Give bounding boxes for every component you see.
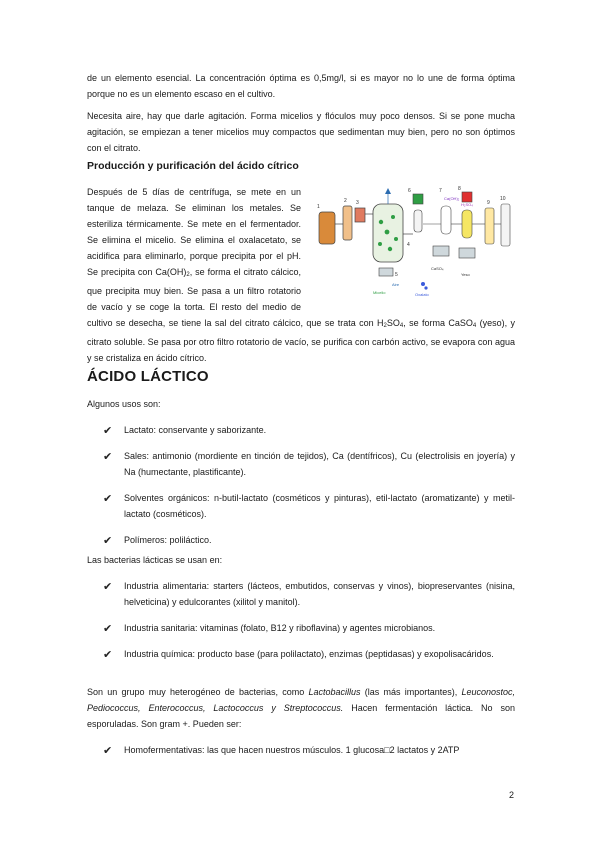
list-item: ✔ Homofermentativas: las que hacen nuestros músculos. 1 glucosa□2 lactatos y 2ATP [103,745,460,757]
bacteria-uses-list [103,578,515,662]
citric-text-2: , se forma el citrato cálcico, que precipita muy bien. Se pasa a un filtro rotatorio de vacío y se coge la torta. El resto del medio de cultivo se desecha, se tiene la sal del citrato cálcico, que se trata con H [87,267,384,328]
label-3: 3 [356,200,359,206]
list-item: ✔ Solventes orgánicos: n-butil-lactato (cosméticos y pinturas), etil-lactato (aromatizante) y metil-lactato (cosméticos). [103,493,515,519]
citric-heading: Producción y purificación del ácido cítrico [87,160,299,172]
citric-sub-2: 2 [383,323,387,329]
label-h2so4: H₂SO₄ [461,202,473,207]
check-icon: ✔ [103,745,113,757]
uses-list [103,422,515,548]
label-4: 4 [407,242,410,248]
molasses-tank [319,212,335,244]
check-icon: ✔ [103,493,113,505]
label-10: 10 [500,196,506,202]
list-item: ✔ Industria química: producto base (para polilactato), enzimas (peptidasas) y exopolisacáridos. [103,649,494,661]
label-2: 2 [344,198,347,204]
citric-sub-3: 4 [399,323,404,329]
citric-sub-1: 2 [186,272,190,278]
genus-lactobacillus: Lactobacillus [308,687,361,697]
list-item: ✔ Sales: antimonio (mordiente en tinción de tejidos), Ca (dentífricos), Cu (electrolisis en joyería) y Na (humectante, plastificante). [103,451,515,477]
uses-intro: Algunos usos son: [87,399,161,409]
label-5: 5 [395,272,398,278]
reagent-vessel-6 [413,194,423,204]
label-1: 1 [317,204,320,210]
label-oxalato: Oxalato [415,292,429,297]
label-caso4: CaSO₄ [431,266,444,271]
label-6: 6 [408,188,411,194]
carbon-column [485,208,494,244]
list-item: ✔ Polímeros: poliláctico. [103,535,212,547]
citric-paragraph [87,184,515,366]
check-icon: ✔ [103,581,113,593]
evaporator [501,204,510,246]
demetalization-column [343,206,352,240]
citric-sub-4: 4 [472,323,477,329]
types-list [103,742,515,758]
intro-paragraph-2: Necesita aire, hay que darle agitación. Forma micelios y flóculos muy poco densos. Si se pone mucha agitación, se empiezan a tener micelios muy compactos que sedimentan muy bien, pero no son óptimos con el citrato. [87,111,515,153]
genus-list: Leuconostoc, Pediococcus, Enterococcus, Lactococcus y Streptococcus. [87,687,515,713]
check-icon: ✔ [103,425,113,437]
list-item: ✔ Industria alimentaria: starters (lácteos, embutidos, conservas y vinos), biopreservantes (nisina, helveticina) y edulcorantes (xilitol y manitol). [103,581,515,607]
list-item: ✔ Industria sanitaria: vitaminas (folato, B12 y riboflavina) y agentes microbianos. [103,623,436,635]
sterilizer [355,208,365,222]
rotary-filter-1 [379,268,393,276]
label-9: 9 [487,200,490,206]
intro-paragraph-1: de un elemento esencial. La concentración óptima es 0,5mg/l, si es mayor no lo une de forma óptima porque no es un elemento escaso en el cultivo. [87,73,515,99]
list-item: ✔ Lactato: conservante y saborizante. [103,425,267,437]
label-caoh2: Ca(OH)₂ [444,196,460,201]
acid-vessel [462,192,472,202]
rotary-filter-3 [459,248,475,258]
neutralizer-vessel [441,206,451,234]
label-8: 8 [458,186,461,192]
citric-text-5: (yeso), y citrato soluble. Se pasa por otro filtro rotatorio de vacío, se purifica con carbón activo, se evapora con agua y se cristaliza en ácido cítrico. [87,318,515,363]
citric-text-1: Después de 5 días de centrífuga, se mete en un tanque de melaza. Se eliminan los metales. Se esteriliza térmicamente. Se mete en el fermentador. Se elimina el micelio. Se elimina el oxalacetato, se acidifica para eliminarlo, porque precipita por el pH. Se precipita con Ca(OH) [87,187,301,277]
check-icon: ✔ [103,535,113,547]
citric-acid-process-diagram [313,184,515,302]
label-aire: Aire [392,282,400,287]
label-yeso: Yeso [461,272,470,277]
check-icon: ✔ [103,623,113,635]
citric-text-4: , se forma CaSO [403,318,473,328]
lactic-heading: ÁCIDO LÁCTICO [87,368,209,385]
check-icon: ✔ [103,649,113,661]
check-icon: ✔ [103,451,113,463]
rotary-filter-2 [433,246,449,256]
label-micelio: Micelio [373,290,386,295]
bacteria-intro: Las bacterias lácticas se usan en: [87,555,223,565]
page-number: 2 [509,790,515,800]
acidification-vessel [462,210,472,238]
label-7: 7 [439,188,442,194]
bacteria-group-paragraph: Son un grupo muy heterogéneo de bacterias, como Lactobacillus (las más importantes), Leuconostoc, Pediococcus, Enterococcus, Lactococcus y Streptococcus. Hacen fermentación láctica. No son esporuladas. Son gram +. Pueden ser: [87,687,515,729]
citric-text-3: SO [386,318,400,328]
